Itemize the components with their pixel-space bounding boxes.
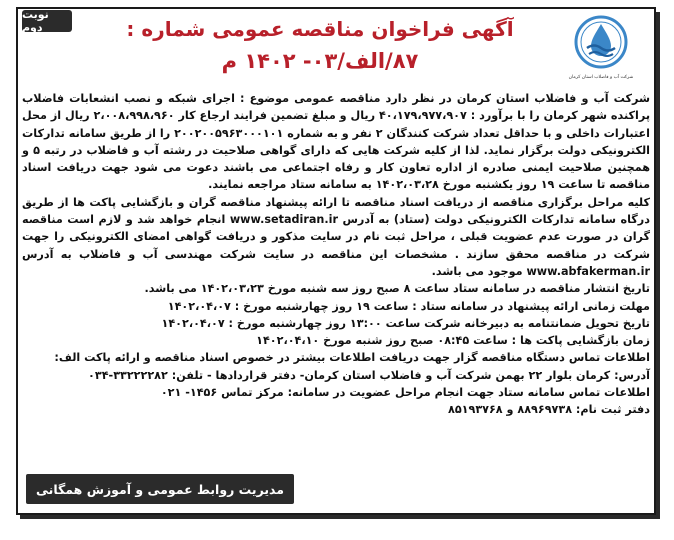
company-logo: [566, 14, 636, 88]
logo-caption: شرکت آب و فاضلاب استان کرمان: [568, 75, 634, 80]
frame-shadow-bottom: [20, 515, 660, 519]
frame-shadow-right: [656, 12, 660, 519]
process-paragraph: [22, 194, 650, 280]
notice-body: [22, 90, 650, 419]
intro-paragraph: شرکت آب و فاضلاب استان کرمان در نظر دارد مناقصه عمومی موضوع : اجرای شبکه و نصب انشعابات فاضلاب پراکنده شهر کرمان را با برآورد : ۴۰،۱۷۹،۹۷۷،۹۰۷ ریال و مبلغ تضمین فرایند ارجاع کار ۲،۰۰۸،۹۹۸،۹۶۰ ریال از محل اعتبارات داخلی و با حداقل تعداد شرکت کنندگان ۲ نفر و به شماره ۲۰۰۲۰۰۵۹۶۳۰۰۰۱۰۱ را از طریق سامانه تدارکات الکترونیکی دولت برگزار نماید. لذا از کلیه شرکت هایی که دارای گواهی صلاحیت در رشته آب و فاضلاب در رتبه ۵ و همچنین صلاحیت ایمنی صادره از اداره تعاون کار و رفاه اجتماعی می باشند دعوت می شود جهت دریافت اسناد مناقصه تا ساعت ۱۹ روز یکشنبه مورخ ۱۴۰۲،۰۳،۲۸ به سامانه ستاد مراجعه نمایند.: [22, 92, 651, 192]
opening-time-line: زمان بازگشایی پاکت ها : ساعت ۰۸:۴۵ صبح روز شنبه مورخ ۱۴۰۲،۰۴،۱۰: [256, 334, 650, 348]
setad-contact-line: اطلاعات تماس سامانه ستاد جهت انجام مراحل عضویت در سامانه: مرکز تماس ۱۴۵۶- ۰۲۱: [160, 386, 650, 400]
notice-title: آگهی فراخوان مناقصه عمومی شماره :: [126, 17, 514, 41]
process-text-3: موجود می باشد.: [431, 264, 523, 278]
address-line: آدرس: کرمان بلوار ۲۲ بهمن شرکت آب و فاضلاب استان کرمان- دفتر قراردادها - تلفن: ۳۳۲۲۲۲۸۲-۰۳۴: [88, 368, 650, 382]
process-text-1: کلیه مراحل برگزاری مناقصه از دریافت اسناد مناقصه تا ارائه پیشنهاد مناقصه گران و بازگشایی پاکت ها از طریق درگاه سامانه تدارکات الکترونیکی دولت (ستاد) به آدرس: [22, 195, 650, 227]
registration-office-line: دفتر ثبت نام: ۸۸۹۶۹۷۳۸ و ۸۵۱۹۳۷۶۸: [448, 403, 650, 417]
tender-number: ۸۷/الف/۰۳- ۱۴۰۲ م: [221, 49, 419, 73]
bid-deadline-line: مهلت زمانی ارائه پیشنهاد در سامانه ستاد : ساعت ۱۹ روز چهارشنبه مورخ : ۱۴۰۲،۰۴،۰۷: [167, 299, 650, 313]
publication-round-badge: نوبت دوم: [22, 10, 72, 32]
issuer-footer: مدیریت روابط عمومی و آموزش همگانی: [26, 474, 294, 504]
contact-heading-line: اطلاعات تماس دستگاه مناقصه گزار جهت دریافت اطلاعات بیشتر در خصوص اسناد مناقصه و ارائه پاکت الف:: [54, 351, 650, 365]
publish-date-line: تاریخ انتشار مناقصه در سامانه ستاد ساعت ۸ صبح روز سه شنبه مورخ ۱۴۰۲،۰۳،۲۳ می باشد.: [144, 282, 650, 296]
water-drop-logo-icon: [573, 14, 629, 70]
guarantee-delivery-line: تاریخ تحویل ضمانتنامه به دبیرخانه شرکت ساعت ۱۳:۰۰ روز چهارشنبه مورخ : ۱۴۰۲،۰۴،۰۷: [161, 316, 650, 330]
setad-url-link[interactable]: www.setadiran.ir: [229, 213, 338, 227]
abfa-url-link[interactable]: www.abfakerman.ir: [526, 264, 650, 278]
process-text-2: انجام خواهد شد و لازم است مناقصه گران در صورت عدم عضویت قبلی ، مراحل ثبت نام در سایت مذکور و دریافت گواهی امضای الکترونیکی را جهت شرکت در مناقصه محقق سازند . مشخصات این مناقصه در سایت شرکت مهندسی آب و فاضلاب به آدرس: [22, 213, 650, 261]
